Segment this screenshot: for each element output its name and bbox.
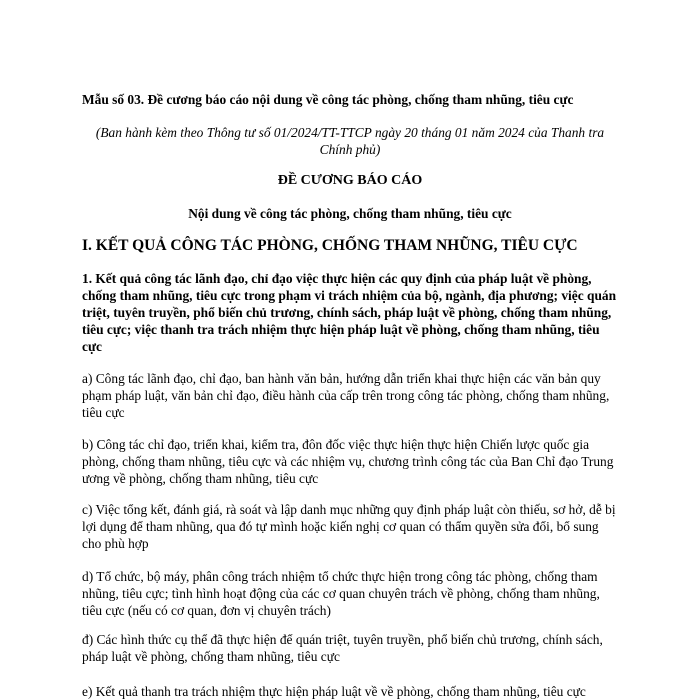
form-title: Mẫu số 03. Đề cương báo cáo nội dung về công tác phòng, chống tham nhũng, tiêu cực: [82, 92, 574, 107]
main-title: ĐỀ CƯƠNG BÁO CÁO: [277, 173, 423, 188]
subitem-d: d) Tổ chức, bộ máy, phân công trách nhiệm tổ chức thực hiện trong công tác phòng, chống tham nhũng, tiêu cực; tình hình hoạt động của các cơ quan chuyên trách về phòng, chống tham nhũng, tiêu cực (nếu có cơ quan, đơn vị chuyên trách): [82, 569, 600, 618]
subitem-dd: đ) Các hình thức cụ thể đã thực hiện để quán triệt, tuyên truyền, phổ biến chủ trương, chính sách, pháp luật về phòng, chống tham nhũng, tiêu cực: [82, 632, 603, 664]
subitem-e: e) Kết quả thanh tra trách nhiệm thực hiện pháp luật về về phòng, chống tham nhũng, tiêu cực: [82, 684, 586, 699]
item-1-heading: 1. Kết quả công tác lãnh đạo, chỉ đạo việc thực hiện các quy định của pháp luật về phòng, chống tham nhũng, tiêu cực trong phạm vi trách nhiệm của bộ, ngành, địa phương; việc quán triệt, tuyên truyền, phổ biến chủ trương, chính sách, pháp luật về phòng, chống tham nhũng, tiêu cực; việc thanh tra trách nhiệm thực hiện pháp luật về phòng, chống tham nhũng, tiêu cực: [82, 271, 617, 354]
section-heading: I. KẾT QUẢ CÔNG TÁC PHÒNG, CHỐNG THAM NHŨNG, TIÊU CỰC: [82, 237, 578, 254]
subitem-c: c) Việc tổng kết, đánh giá, rà soát và lập danh mục những quy định pháp luật còn thiếu, sơ hở, dễ bị lợi dụng để tham nhũng, qua đó tự mình hoặc kiến nghị cơ quan có thẩm quyền sửa đổi, bổ sung cho phù hợp: [82, 502, 616, 551]
subtitle: Nội dung về công tác phòng, chống tham nhũng, tiêu cực: [188, 206, 512, 221]
subitem-b: b) Công tác chỉ đạo, triển khai, kiểm tra, đôn đốc việc thực hiện thực hiện Chiến lược quốc gia phòng, chống tham nhũng, tiêu cực và các nhiệm vụ, chương trình công tác của Ban Chỉ đạo Trung ương về phòng, chống tham nhũng, tiêu cực: [82, 437, 614, 486]
subitem-a: a) Công tác lãnh đạo, chỉ đạo, ban hành văn bản, hướng dẫn triển khai thực hiện các văn bản quy phạm pháp luật, văn bản chỉ đạo, điều hành của cấp trên trong công tác phòng, chống tham nhũng, tiêu cực: [82, 371, 610, 420]
issued-note: (Ban hành kèm theo Thông tư số 01/2024/TT-TTCP ngày 20 tháng 01 năm 2024 của Thanh tra Chính phủ): [95, 125, 605, 157]
